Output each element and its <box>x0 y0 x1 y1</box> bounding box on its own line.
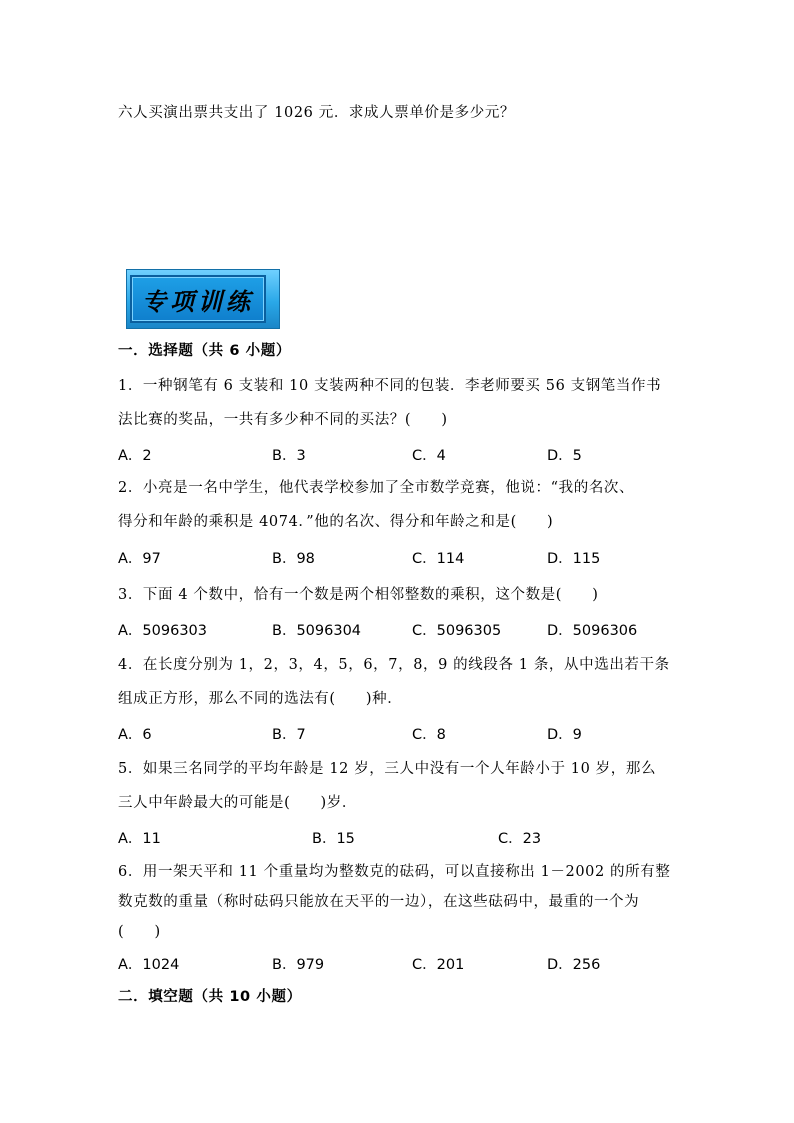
question-1-option-c: C．4 <box>412 448 446 464</box>
section-heading-fill-in: 二．填空题（共 10 小题） <box>118 989 302 1005</box>
section-heading-choice: 一．选择题（共 6 小题） <box>118 343 291 359</box>
banner-label: 专项训练 <box>142 287 254 316</box>
question-6-option-a: A．1024 <box>118 957 180 973</box>
question-3-option-d: D．5096306 <box>547 623 638 639</box>
question-2-line-1: 2．小亮是一名中学生，他代表学校参加了全市数学竞赛，他说：“我的名次、 <box>118 480 635 496</box>
question-5-line-2: 三人中年龄最大的可能是( )岁． <box>118 795 358 811</box>
question-4-option-a: A．6 <box>118 727 152 743</box>
question-2-option-d: D．115 <box>547 551 601 567</box>
question-4-option-b: B．7 <box>272 727 306 743</box>
question-3-line-1: 3．下面 4 个数中，恰有一个数是两个相邻整数的乘积，这个数是( ) <box>118 587 599 603</box>
question-4-option-d: D．9 <box>547 727 582 743</box>
question-5-option-b: B．15 <box>312 831 355 847</box>
question-6-option-d: D．256 <box>547 957 601 973</box>
section-banner <box>120 265 280 329</box>
question-5-option-a: A．11 <box>118 831 161 847</box>
question-3-option-b: B．5096304 <box>272 623 362 639</box>
question-1-option-b: B．3 <box>272 448 306 464</box>
question-6-line-3: ( ) <box>118 924 161 940</box>
question-1-line-2: 法比赛的奖品，一共有多少种不同的买法？( ) <box>118 412 448 428</box>
question-1-option-d: D．5 <box>547 448 582 464</box>
question-6-line-2: 数克数的重量（称时砝码只能放在天平的一边），在这些砝码中，最重的一个为 <box>118 894 640 910</box>
question-4-option-c: C．8 <box>412 727 446 743</box>
intro-question-text: 六人买演出票共支出了 1026 元．求成人票单价是多少元？ <box>118 105 516 121</box>
question-4-line-2: 组成正方形，那么不同的选法有( )种． <box>118 691 403 707</box>
question-4-line-1: 4．在长度分别为 1，2，3，4，5，6，7，8，9 的线段各 1 条，从中选出若干条 <box>118 657 670 673</box>
question-6-option-b: B．979 <box>272 957 325 973</box>
question-6-line-1: 6．用一架天平和 11 个重量均为整数克的砝码，可以直接称出 1－2002 的所有整 <box>118 864 671 880</box>
question-6-option-c: C．201 <box>412 957 465 973</box>
question-2-line-2: 得分和年龄的乘积是 4074．”他的名次、得分和年龄之和是( ) <box>118 514 554 530</box>
question-1-option-a: A．2 <box>118 448 152 464</box>
question-2-option-a: A．97 <box>118 551 161 567</box>
question-5-option-c: C．23 <box>498 831 542 847</box>
question-1-line-1: 1．一种钢笔有 6 支装和 10 支装两种不同的包装．李老师要买 56 支钢笔当作书 <box>118 378 662 394</box>
question-3-option-c: C．5096305 <box>412 623 502 639</box>
question-2-option-c: C．114 <box>412 551 465 567</box>
question-2-option-b: B．98 <box>272 551 315 567</box>
question-3-option-a: A．5096303 <box>118 623 207 639</box>
question-5-line-1: 5．如果三名同学的平均年龄是 12 岁，三人中没有一个人年龄小于 10 岁，那么 <box>118 761 657 777</box>
banner-front-panel <box>130 275 266 323</box>
